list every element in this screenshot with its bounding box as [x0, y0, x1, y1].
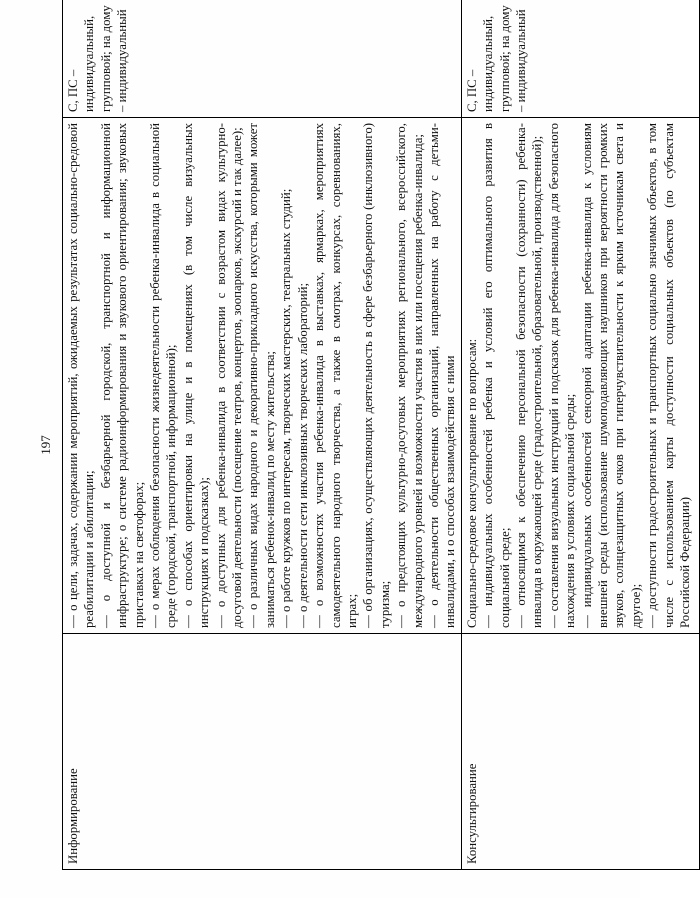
- list-item: — об организациях, осуществляющих деятельность в сфере безбарьерного (инклюзивного) туризма;: [361, 123, 392, 628]
- list-item: — о работе кружков по интересам, творческих мастерских, театральных студий;: [279, 188, 294, 628]
- services-table: [62, 0, 700, 870]
- page-number: 197: [38, 435, 53, 455]
- list-item: — доступности градостроительных и транспортных социально значимых объектов, в том числе с использованием карты доступности социальных объектов (по субъектам Российской Федерации): [645, 123, 693, 628]
- list-item: — о доступной и безбарьерной городской, транспортной и информационной инфраструктуре; о системе радиоинформирования и звукового ориентирования; звуковых приставках на светофорах;: [98, 123, 146, 628]
- list-item: — о возможностях участия ребенка-инвалида в выставках, ярмарках, мероприятиях самодеятельного народного творчества, а также в смотрах, конкурсах, соревнованиях, играх;: [312, 123, 359, 628]
- list-item: — индивидуальных особенностей ребенка и условий его оптимального развития в социальной среде;: [481, 123, 512, 628]
- list-item: — о мерах соблюдения безопасности жизнедеятельности ребенка-инвалида в социальной среде (городской, транспортной, информационной);: [148, 123, 179, 628]
- forms-cell: С, ПС – индивидуальный, групповой; на дому – индивидуальный: [63, 0, 462, 118]
- list-item: — о деятельности сети инклюзивных творческих лабораторий;: [295, 282, 310, 628]
- forms-cell: С, ПС – индивидуальный, групповой; на дому – индивидуальный: [461, 0, 699, 118]
- list-item: Социально-средовое консультирование по вопросам:: [464, 338, 479, 628]
- list-item: — о различных видах народного и декоративно-прикладного искусства, которыми может заниматься ребенок-инвалид по месту жительства;: [246, 123, 277, 628]
- table-row: [461, 0, 699, 870]
- list-item: — о способах ориентировки на улице и в помещениях (в том числе визуальных инструкциях и подсказках);: [180, 123, 212, 628]
- category-cell: Консультирование: [461, 634, 699, 870]
- list-item: — относящимся к обеспечению персональной безопасности (сохранности) ребенка-инвалида в окружающей среде (градостроительной, образовательной, производственной);: [513, 123, 545, 628]
- list-item: — о цели, задачах, содержании мероприятий, ожидаемых результатах социально-средовой реабилитации и абилитации;: [66, 123, 97, 628]
- table-row: [63, 0, 462, 870]
- description-cell: [461, 118, 699, 634]
- list-item: — о предстоящих культурно-досуговых мероприятиях регионального, всероссийского, международного уровней и возможности участия в них или посещения ребенка-инвалида;: [394, 123, 425, 628]
- description-cell: [63, 118, 462, 634]
- list-item: — о деятельности общественных организаций, направленных на работу с детьми-инвалидами, и о способах взаимодействия с ними: [426, 123, 458, 628]
- list-item: — о доступных для ребенка-инвалида в соответствии с возрастом видах культурно-досуговой деятельности (посещение театров, концертов, зоопарков, экскурсий и так далее);: [213, 123, 245, 628]
- category-cell: Информирование: [63, 634, 462, 870]
- list-item: — составления визуальных инструкций и подсказок для ребенка-инвалида для безопасного нахождения в условиях социальной среды;: [546, 123, 578, 628]
- rotated-table-container: [62, 5, 693, 870]
- list-item: — индивидуальных особенностей сенсорной адаптации ребенка-инвалида к условиям внешней среды (использование шумоподавляющих наушников при вероятности громких звуков, солнцезащитных очков при гиперчувствительности к ярким источникам света и другое);: [579, 123, 643, 628]
